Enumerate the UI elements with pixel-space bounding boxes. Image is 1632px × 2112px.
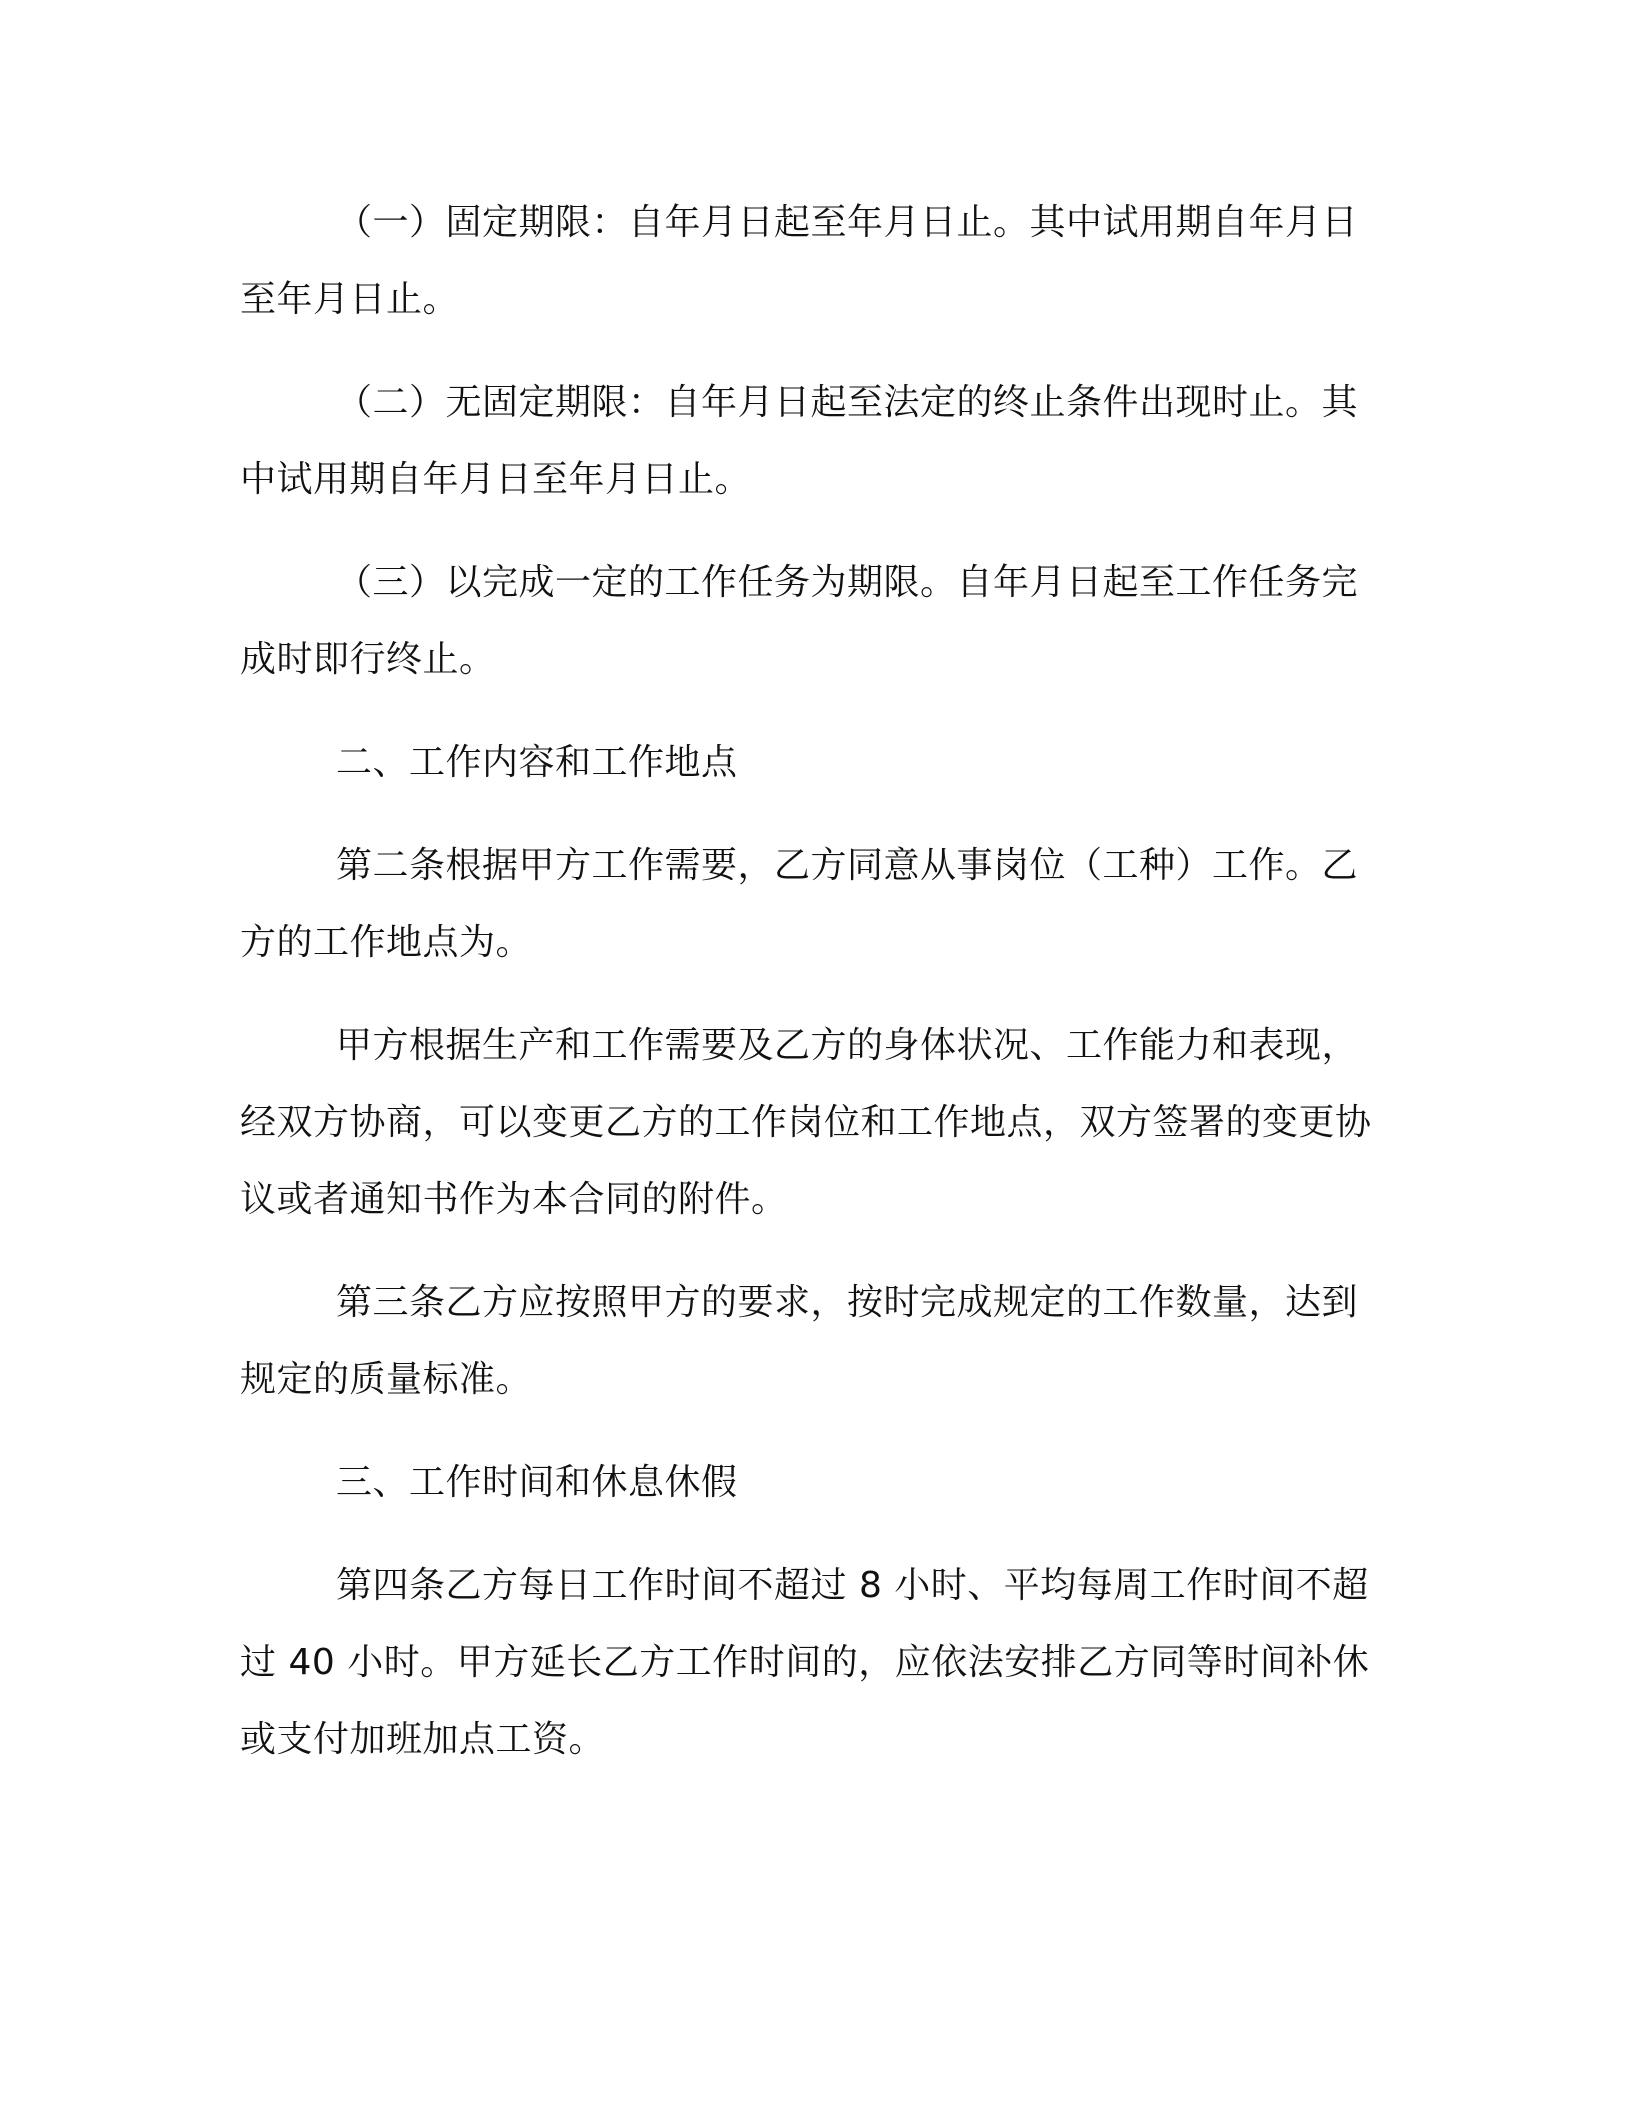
document-page: [240, 184, 1390, 1778]
section-heading-work-content: 二、工作内容和工作地点: [336, 742, 738, 783]
paragraph-article-2: 第二条根据甲方工作需要，乙方同意从事岗位（工种）工作。乙方的工作地点为。: [240, 845, 1359, 963]
paragraph-task-term: （三）以完成一定的工作任务为期限。自年月日起至工作任务完成时即行终止。: [240, 562, 1359, 680]
paragraph-article-4: 第四条乙方每日工作时间不超过 8 小时、平均每周工作时间不超过 40 小时。甲方延长乙方工作时间的，应依法安排乙方同等时间补休或支付加班加点工资。: [240, 1565, 1370, 1760]
paragraph-fixed-term: （一）固定期限：自年月日起至年月日止。其中试用期自年月日至年月日止。: [240, 202, 1359, 320]
paragraph-open-term: （二）无固定期限：自年月日起至法定的终止条件出现时止。其中试用期自年月日至年月日止。: [240, 382, 1359, 500]
paragraph-article-3: 第三条乙方应按照甲方的要求，按时完成规定的工作数量，达到规定的质量标准。: [240, 1282, 1359, 1400]
paragraph-position-change: 甲方根据生产和工作需要及乙方的身体状况、工作能力和表现，经双方协商，可以变更乙方的工作岗位和工作地点，双方签署的变更协议或者通知书作为本合同的附件。: [240, 1025, 1372, 1220]
section-heading-working-hours: 三、工作时间和休息休假: [336, 1462, 738, 1503]
